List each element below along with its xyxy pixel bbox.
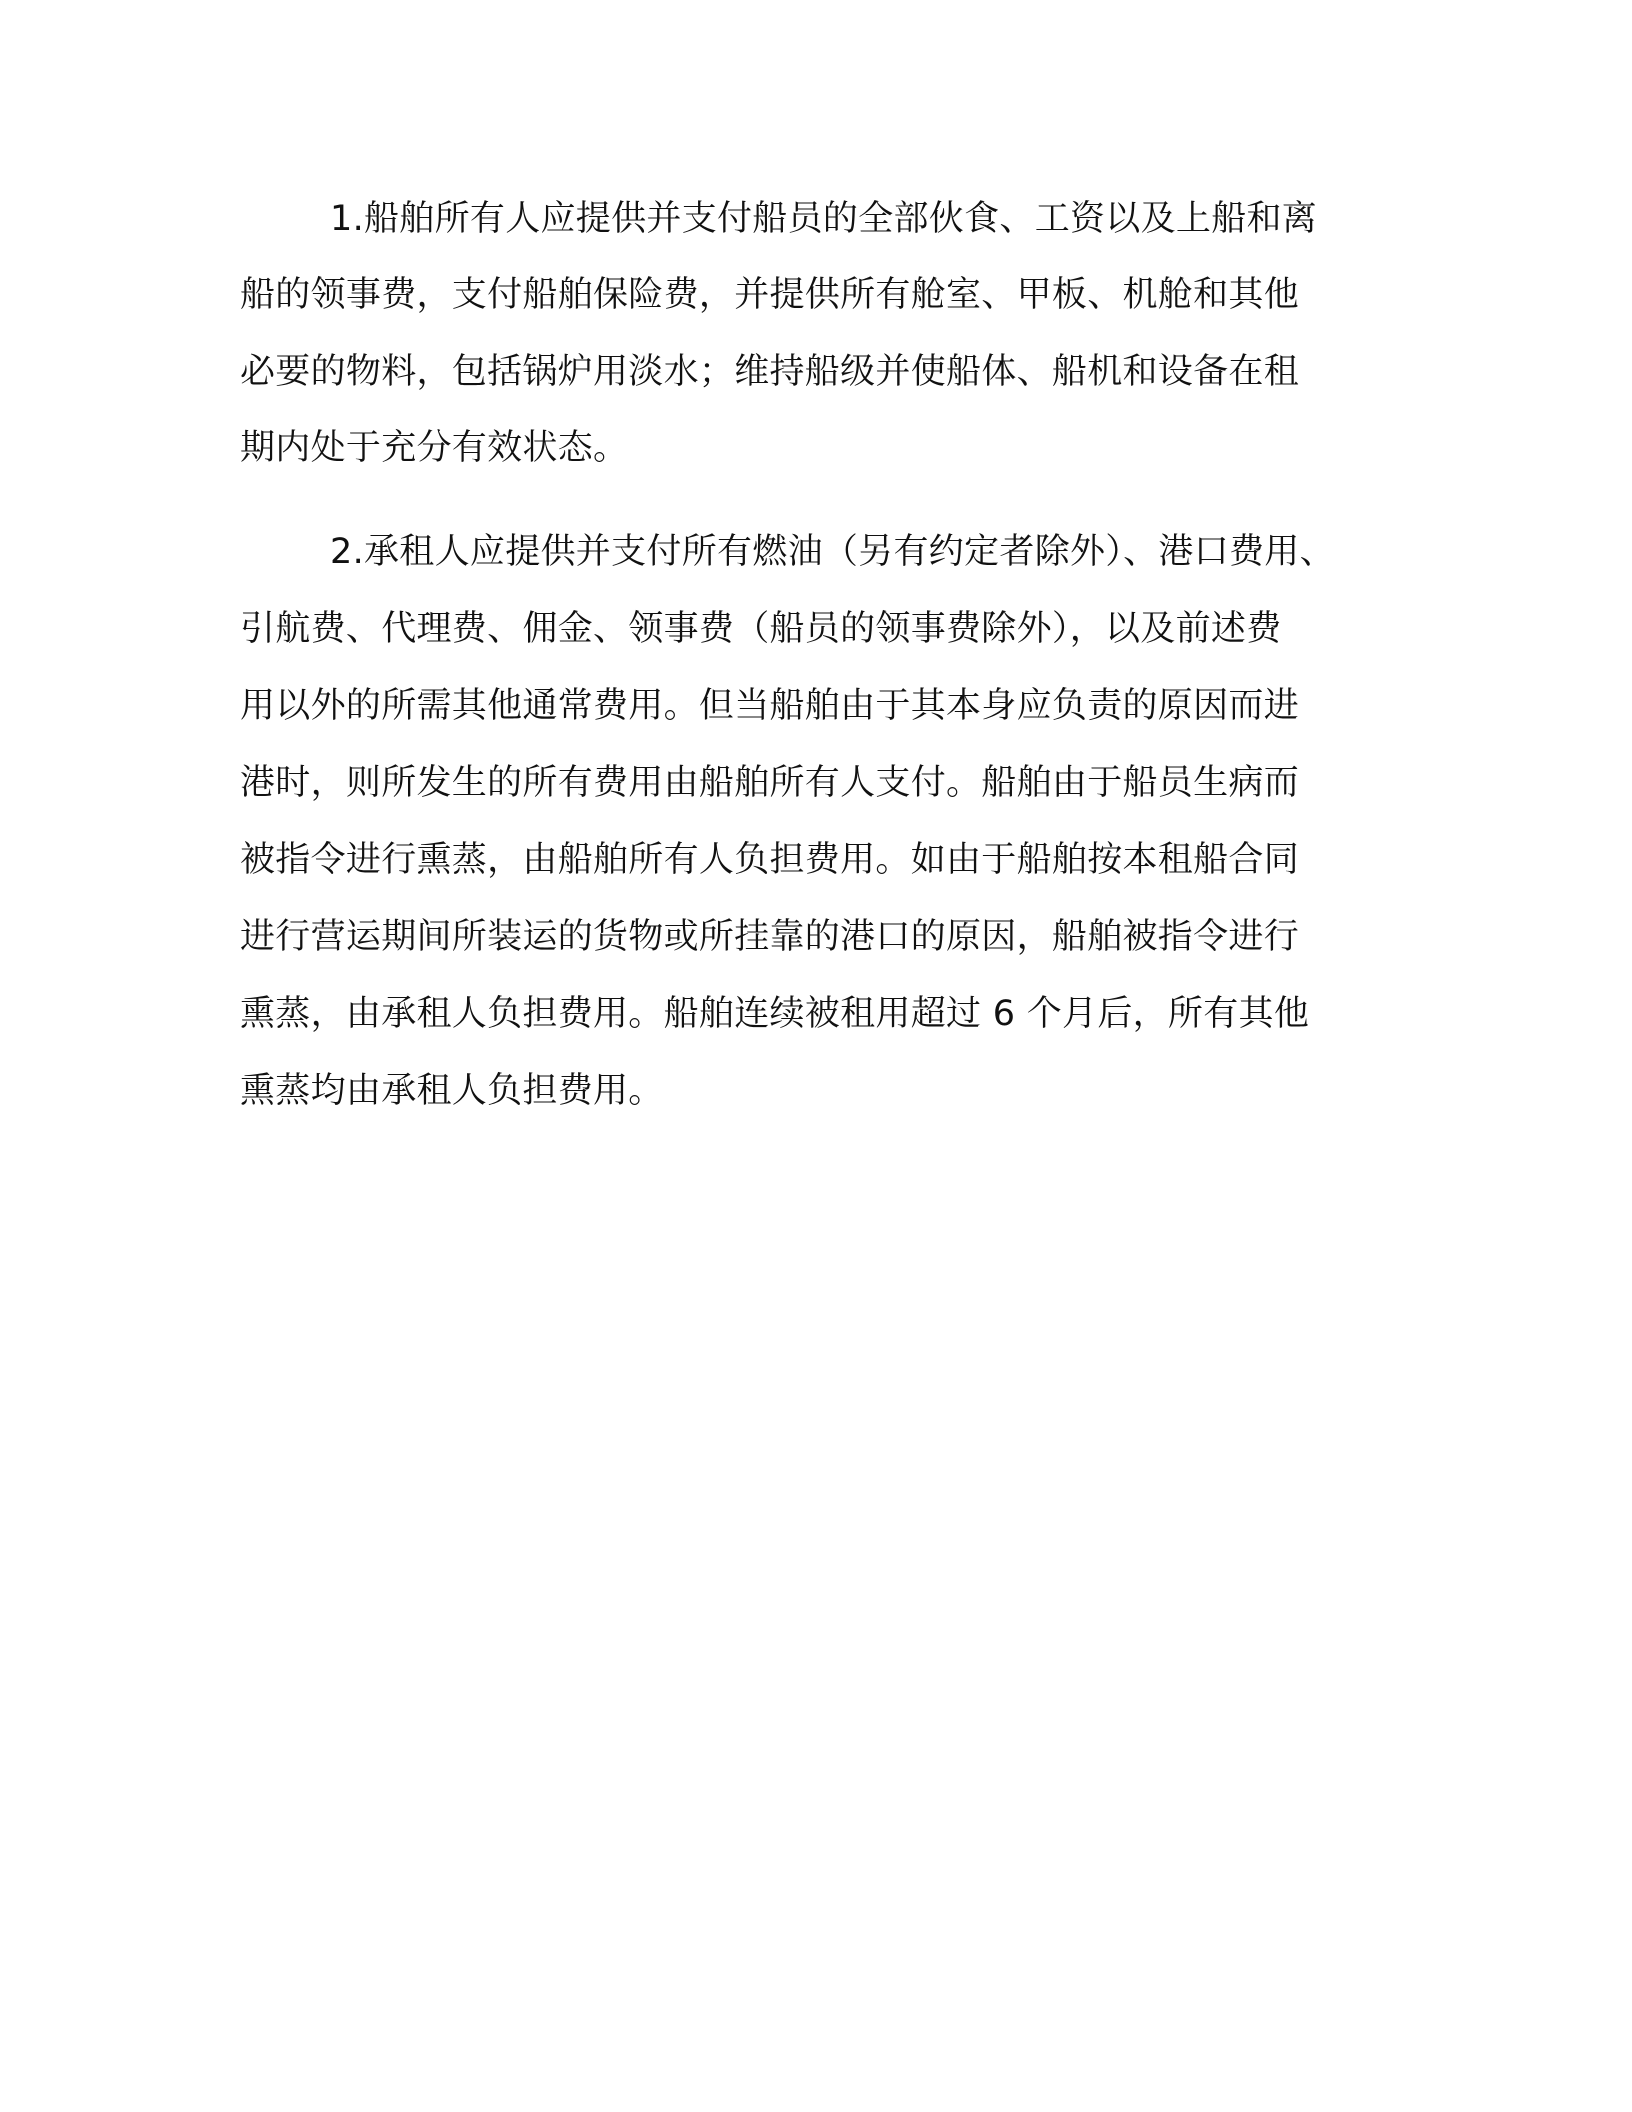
paragraph-2-line-1: 2.承租人应提供并支付所有燃油（另有约定者除外）、港口费用、 [330,532,1335,572]
paragraph-2-line-3: 用以外的所需其他通常费用。但当船舶由于其本身应负责的原因而进 [240,686,1300,726]
paragraph-2-line-7: 熏蒸，由承租人负担费用。船舶连续被租用超过 6 个月后，所有其他 [240,994,1310,1034]
paragraph-1-line-4: 期内处于充分有效状态。 [240,428,629,468]
paragraph-2-line-5: 被指令进行熏蒸，由船舶所有人负担费用。如由于船舶按本租船合同 [240,840,1300,880]
paragraph-1-line-2: 船的领事费，支付船舶保险费，并提供所有舱室、甲板、机舱和其他 [240,275,1300,315]
paragraph-2-line-8: 熏蒸均由承租人负担费用。 [240,1071,664,1111]
paragraph-1-line-1: 1.船舶所有人应提供并支付船员的全部伙食、工资以及上船和离 [330,199,1318,239]
paragraph-1-line-3: 必要的物料，包括锅炉用淡水；维持船级并使船体、船机和设备在租 [240,352,1300,392]
paragraph-2-line-6: 进行营运期间所装运的货物或所挂靠的港口的原因，船舶被指令进行 [240,917,1300,957]
paragraph-2-line-4: 港时，则所发生的所有费用由船舶所有人支付。船舶由于船员生病而 [240,763,1300,803]
paragraph-2-line-2: 引航费、代理费、佣金、领事费（船员的领事费除外），以及前述费 [240,609,1282,649]
